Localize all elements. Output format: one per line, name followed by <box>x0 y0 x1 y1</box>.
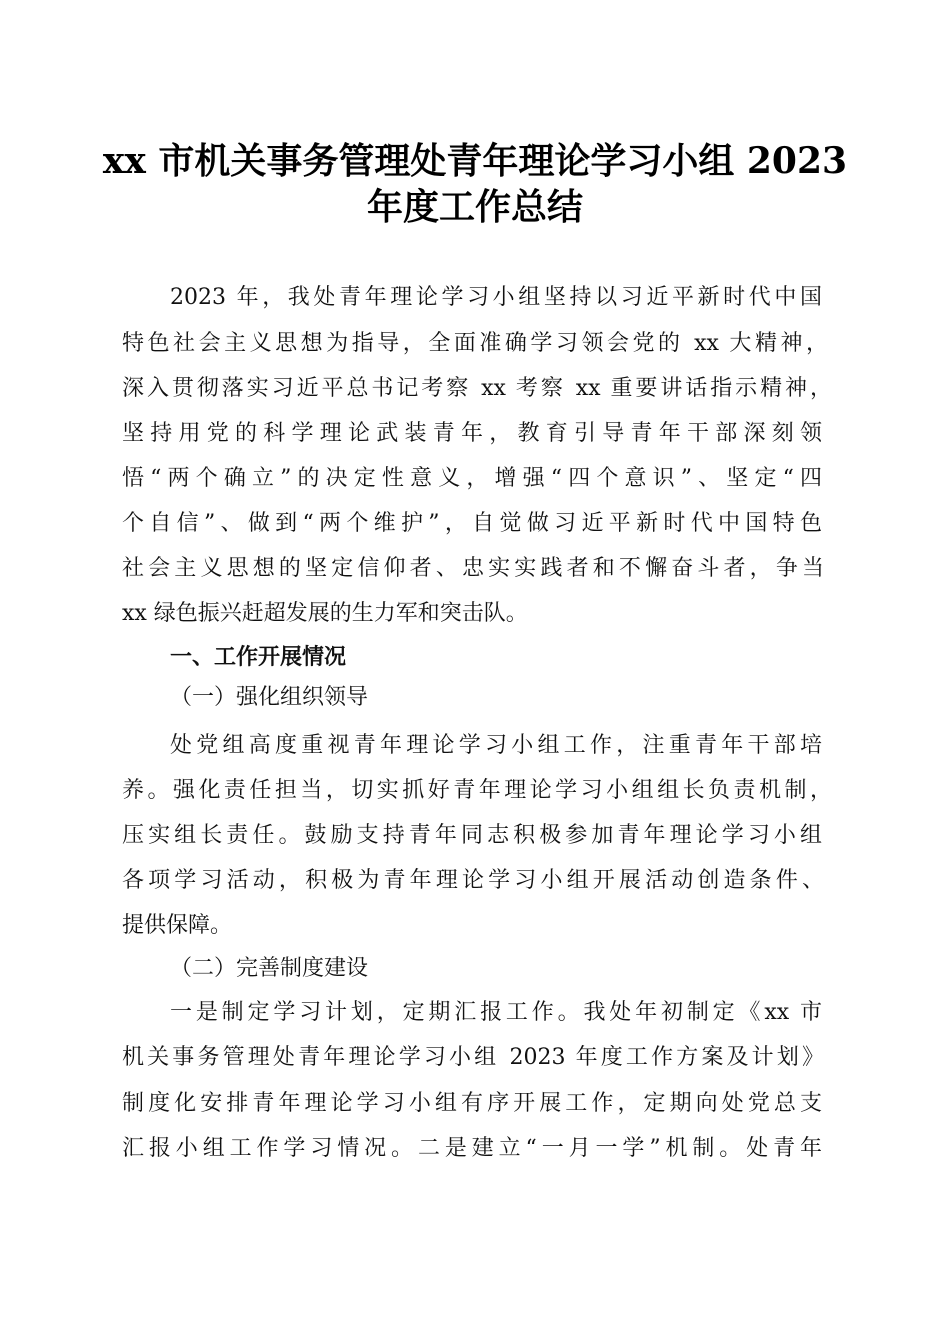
subsection-heading-1: （一）强化组织领导 <box>170 685 369 710</box>
sub2-line-1: 一是制定学习计划，定期汇报工作。我处年初制定《xx 市 <box>170 1000 822 1025</box>
intro-line-5: 悟“两个确立”的决定性意义，增强“四个意识”、坚定“四 <box>122 466 822 491</box>
intro-line-2: 特色社会主义思想为指导，全面准确学习领会党的 xx 大精神， <box>122 331 828 356</box>
sub1-line-2: 养。强化责任担当，切实抓好青年理论学习小组组长负责机制， <box>122 778 832 803</box>
sub2-line-4: 汇报小组工作学习情况。二是建立“一月一学”机制。处青年 <box>122 1136 822 1161</box>
document-title-line-2: 年度工作总结 <box>366 186 583 228</box>
sub2-line-2: 机关事务管理处青年理论学习小组 2023 年度工作方案及计划》 <box>122 1045 824 1070</box>
intro-line-6: 个自信”、做到“两个维护”，自觉做习近平新时代中国特色 <box>122 511 822 536</box>
sub2-line-3: 制度化安排青年理论学习小组有序开展工作，定期向处党总支 <box>122 1091 822 1116</box>
intro-line-3: 深入贯彻落实习近平总书记考察 xx 考察 xx 重要讲话指示精神， <box>122 376 832 401</box>
sub1-line-4: 各项学习活动，积极为青年理论学习小组开展活动创造条件、 <box>122 868 824 893</box>
intro-line-7: 社会主义思想的坚定信仰者、忠实实践者和不懈奋斗者，争当 <box>122 556 824 581</box>
intro-line-8: xx 绿色振兴赶超发展的生力军和突击队。 <box>122 601 528 626</box>
sub1-line-3: 压实组长责任。鼓励支持青年同志积极参加青年理论学习小组 <box>122 823 822 848</box>
document-title-line-1: xx 市机关事务管理处青年理论学习小组 2023 <box>102 140 848 182</box>
sub1-line-5: 提供保障。 <box>122 913 233 938</box>
subsection-heading-2: （二）完善制度建设 <box>170 956 369 981</box>
sub1-line-1: 处党组高度重视青年理论学习小组工作，注重青年干部培 <box>170 733 822 758</box>
section-heading-1: 一、工作开展情况 <box>170 644 347 670</box>
intro-line-4: 坚持用党的科学理论武装青年，教育引导青年干部深刻领 <box>122 421 822 446</box>
intro-line-1: 2023 年，我处青年理论学习小组坚持以习近平新时代中国 <box>170 285 822 310</box>
